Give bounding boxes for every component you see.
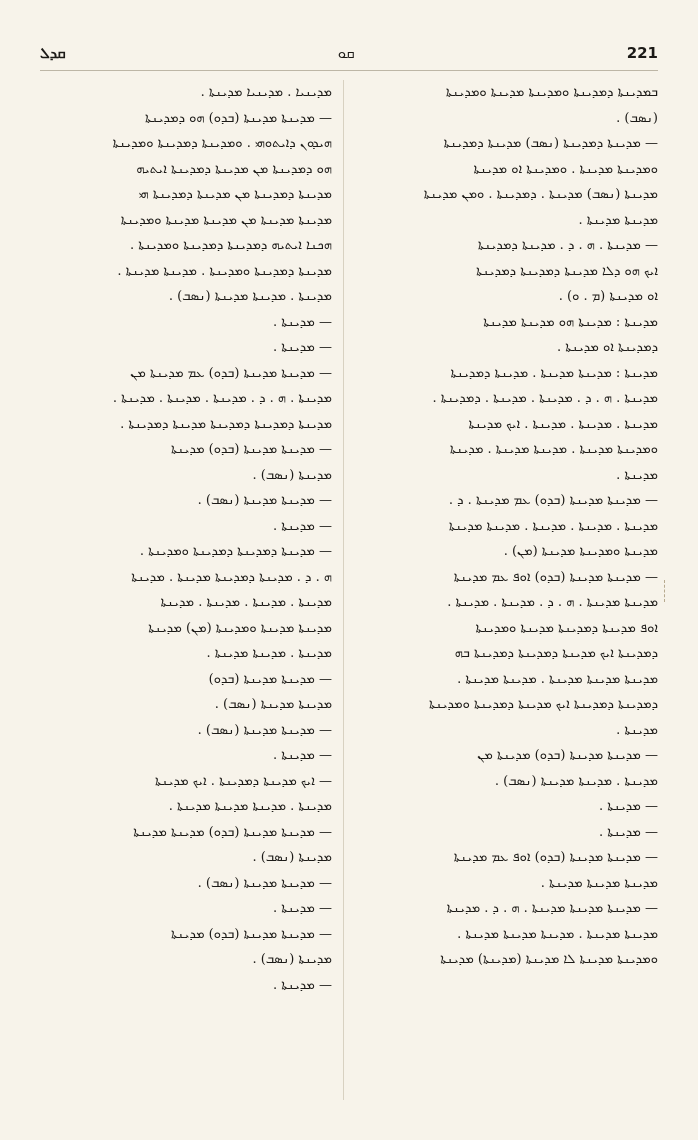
- margin-mark: [664, 580, 667, 602]
- text-line: ܡܕܝܢܬܐ (ܢܣܒ) .: [252, 952, 332, 967]
- text-line: ܡܕܝܢܬܐ : ܡܕܝܢܬܐ ܗܘ ܡܕܝܢܬܐ ܡܕܝܢܬܐ: [483, 314, 658, 330]
- text-line: ܗܘ ܕܡܕܝܢܬܐ ܡܢ ܡܕܝܢܬܐ ܕܡܕܝܢܬܐ ܐܝܬܝܗ: [136, 161, 332, 177]
- running-head-center: ܩܘ: [337, 44, 355, 62]
- text-line: ܡܕܝܢܬܐ .: [616, 722, 658, 738]
- text-line: — ܡܕܝܢܬܐ .: [273, 748, 332, 763]
- text-line: ܗܟܢܐ ܐܝܬܝܗ ܕܡܕܝܢܬܐ ܕܡܕܝܢܬܐ ܘܡܕܝܢܬܐ .: [130, 238, 332, 253]
- text-line: ܡܕܝܢܬܐ (ܢܣܒ) .: [252, 850, 332, 865]
- text-line: ܡܕܝܢܬܐ ܡܕܝܢܬܐ .: [578, 212, 658, 228]
- text-line: — ܡܕܝܢܬܐ ܡܕܝܢܬܐ (ܢܣܒ) .: [197, 875, 332, 891]
- text-line: — ܡܕܝܢܬܐ ܡܕܝܢܬܐ (ܒܕܘ) ܡܕܝܢܬܐ ܡܕܝܢܬܐ: [133, 824, 332, 840]
- text-line: ܡܕܝܢܬܐ . ܡܕܝܢܬܐ ܡܕܝܢܬܐ ܡܕܝܢܬܐ .: [168, 799, 332, 814]
- text-line: ܗܝܕܘܢ ܕܐܝܬܘܗܝ . ܘܡܕܝܢܬܐ ܕܡܕܝܢܬܐ ܘܡܕܝܢܬܐ: [112, 136, 332, 151]
- text-line: ܕܡܕܝܢܬܐ ܐܝܟ ܡܕܝܢܬܐ ܕܡܕܝܢܬܐ ܕܡܕܝܢܬܐ ܒܗ: [454, 646, 658, 661]
- text-line: ܡܕܝܢܬܐ ܡܕܝܢܬܐ ܡܢ ܡܕܝܢܬܐ ܡܕܝܢܬܐ ܘܡܕܝܢܬܐ: [120, 212, 332, 228]
- text-line: — ܡܕܝܢܬܐ ܕܡܕܝܢܬܐ (ܢܣܒ) ܡܕܝܢܬܐ ܕܡܕܝܢܬܐ: [443, 136, 658, 151]
- text-line: ܡܕܝܢܬܐ . ܗ . ܕ . ܡܕܝܢܬܐ . ܡܕܝܢܬܐ . ܡܕܝܢܬܐ .: [112, 391, 332, 406]
- text-line: — ܡܕܝܢܬܐ ܡܕܝܢܬܐ (ܒܕܘ) ܥܡ ܡܕܝܢܬܐ . ܕ .: [448, 493, 658, 508]
- text-line: ܡܕܝܢܬܐ ܕܡܕܝܢܬܐ ܕܡܕܝܢܬܐ ܡܕܝܢܬܐ ܕܡܕܝܢܬܐ .: [120, 416, 332, 432]
- text-line: ܡܕܝܢܝܐ . ܡܕܝܢܝܐ ܡܕܝܢܬܐ .: [200, 85, 332, 100]
- left-column: [40, 80, 344, 1100]
- text-line: ܡܕܝܢܬܐ ܕܡܕܝܢܬܐ ܡܢ ܡܕܝܢܬܐ ܕܡܕܝܢܬܐ ܗܝ: [138, 187, 332, 202]
- text-line: — ܡܕܝܢܬܐ .: [273, 901, 332, 916]
- text-line: ܡܕܝܢܬܐ . ܗ . ܕ . ܡܕܝܢܬܐ . ܡܕܝܢܬܐ . ܕܡܕܝܢܬܐ .: [432, 391, 658, 406]
- text-line: — ܡܕܝܢܬܐ ܡܕܝܢܬܐ (ܒܕܘ) ܐܘܦ ܥܡ ܡܕܝܢܬܐ: [453, 569, 658, 585]
- text-line: ܗ . ܕ . ܡܕܝܢܬܐ ܕܡܕܝܢܬܐ ܡܕܝܢܬܐ . ܡܕܝܢܬܐ: [131, 569, 332, 585]
- text-line: — ܡܕܝܢܬܐ ܡܕܝܢܬܐ (ܒܕܘ) ܡܕܝܢܬܐ: [170, 926, 332, 942]
- text-line: ܡܕܝܢܬܐ ܘܡܕܝܢܬܐ ܡܕܝܢܬܐ (ܡܢ) .: [503, 544, 658, 559]
- text-line: ܡܕܝܢܬܐ : ܡܕܝܢܬܐ ܡܕܝܢܬܐ . ܡܕܝܢܬܐ ܕܡܕܝܢܬܐ: [450, 365, 658, 381]
- text-line: ܡܕܝܢܬܐ ܡܕܝܢܬܐ ܘܡܕܝܢܬܐ (ܡܢ) ܡܕܝܢܬܐ: [148, 620, 332, 636]
- text-line: — ܡܕܝܢܬܐ ܡܕܝܢܬܐ (ܒܕܘ) ܗܘ ܕܡܕܝܢܬܐ: [145, 110, 332, 126]
- text-line: ܐܘ ܡܕܝܢܬܐ (ܡ . ܘ) .: [558, 289, 658, 304]
- text-line: — ܡܕܝܢܬܐ .: [273, 977, 332, 993]
- text-line: ܡܕܝܢܬܐ . ܡܕܝܢܬܐ ܡܕܝܢܬܐ (ܢܣܒ) .: [168, 289, 332, 304]
- page-number: 221: [626, 44, 658, 62]
- text-line: ܡܕܝܢܬܐ .: [616, 467, 658, 483]
- text-line: ܡܕܝܢܬܐ ܡܕܝܢܬܐ (ܢܣܒ) .: [214, 697, 332, 712]
- text-line: ܡܕܝܢܬܐ ܕܡܕܝܢܬܐ ܘܡܕܝܢܬܐ . ܡܕܝܢܬܐ ܡܕܝܢܬܐ .: [117, 263, 332, 279]
- text-line: (ܢܣܒ) .: [616, 110, 658, 126]
- text-line: ܡܕܝܢܬܐ ܡܕܝܢܬܐ . ܗ . ܕ . ܡܕܝܢܬܐ . ܡܕܝܢܬܐ .: [447, 595, 658, 610]
- text-line: ܡܕܝܢܬܐ (ܢܣܒ) .: [252, 467, 332, 483]
- text-line: — ܡܕܝܢܬܐ ܡܕܝܢܬܐ (ܒܕܘ): [208, 671, 332, 687]
- text-line: ܡܕܝܢܬܐ . ܡܕܝܢܬܐ . ܡܕܝܢܬܐ . ܐܝܟ ܡܕܝܢܬܐ: [468, 416, 658, 432]
- text-line: ܒܡܕܝܢܬܐ ܕܡܕܝܢܬܐ ܘܡܕܝܢܬܐ ܡܕܝܢܬܐ ܘܡܕܝܢܬܐ: [445, 85, 658, 100]
- text-line: — ܡܕܝܢܬܐ ܡܕܝܢܬܐ (ܢܣܒ) .: [197, 722, 332, 738]
- text-columns: [40, 80, 658, 1100]
- right-column: [366, 80, 658, 1100]
- text-line: — ܡܕܝܢܬܐ .: [599, 799, 658, 814]
- text-line: — ܡܕܝܢܬܐ ܡܕܝܢܬܐ (ܢܣܒ) .: [197, 493, 332, 508]
- text-line: — ܡܕܝܢܬܐ ܡܕܝܢܬܐ (ܒܕܘ) ܐܘܦ ܥܡ ܡܕܝܢܬܐ: [453, 850, 658, 865]
- text-line: ܡܕܝܢܬܐ (ܢܣܒ) ܡܕܝܢܬܐ . ܕܡܕܝܢܬܐ . ܘܡܢ ܡܕܝܢܬܐ: [423, 187, 658, 202]
- text-line: — ܡܕܝܢܬܐ ܡܕܝܢܬܐ (ܒܕܘ) ܥܡ ܡܕܝܢܬܐ ܡܢ: [130, 365, 332, 381]
- text-line: ܡܕܝܢܬܐ . ܡܕܝܢܬܐ . ܡܕܝܢܬܐ . ܡܕܝܢܬܐ ܡܕܝܢܬܐ: [448, 518, 658, 534]
- text-line: ܐܝܟ ܗܘ ܕܠܐ ܡܕܝܢܬܐ ܕܡܕܝܢܬܐ ܕܡܕܝܢܬܐ: [476, 263, 658, 279]
- text-line: ܡܕܝܢܬܐ ܡܕܝܢܬܐ ܡܕܝܢܬܐ .: [540, 875, 658, 891]
- text-line: ܕܡܕܝܢܬܐ ܐܘ ܡܕܝܢܬܐ .: [557, 340, 658, 355]
- text-line: — ܡܕܝܢܬܐ .: [273, 340, 332, 355]
- text-line: — ܡܕܝܢܬܐ .: [273, 314, 332, 330]
- text-line: ܕܡܕܝܢܬܐ ܕܡܕܝܢܬܐ ܐܝܟ ܡܕܝܢܬܐ ܕܡܕܝܢܬܐ ܘܡܕܝܢܬܐ: [429, 697, 658, 712]
- text-line: — ܡܕܝܢܬܐ .: [273, 518, 332, 534]
- text-line: ܡܕܝܢܬܐ . ܡܕܝܢܬܐ . ܡܕܝܢܬܐ . ܡܕܝܢܬܐ: [160, 595, 332, 610]
- text-line: ܐܘܦ ܡܕܝܢܬܐ ܕܡܕܝܢܬܐ ܡܕܝܢܬܐ ܘܡܕܝܢܬܐ: [475, 620, 658, 636]
- text-line: ܡܕܝܢܬܐ . ܡܕܝܢܬܐ ܡܕܝܢܬܐ .: [206, 646, 332, 661]
- text-line: ܘܡܕܝܢܬܐ ܡܕܝܢܬܐ . ܘܡܕܝܢܬܐ ܐܘ ܡܕܝܢܬܐ: [473, 161, 658, 177]
- text-line: ܘܡܕܝܢܬܐ ܡܕܝܢܬܐ . ܡܕܝܢܬܐ ܡܕܝܢܬܐ . ܡܕܝܢܬܐ: [449, 442, 658, 457]
- page-header: [40, 40, 658, 71]
- text-line: — ܡܕܝܢܬܐ ܡܕܝܢܬܐ ܡܕܝܢܬܐ . ܗ . ܕ . ܡܕܝܢܬܐ: [446, 901, 658, 916]
- text-line: — ܐܝܟ ܡܕܝܢܬܐ ܕܡܕܝܢܬܐ . ܐܝܟ ܡܕܝܢܬܐ: [155, 773, 332, 789]
- text-line: — ܡܕܝܢܬܐ .: [599, 824, 658, 840]
- text-line: — ܡܕܝܢܬܐ ܕܡܕܝܢܬܐ ܕܡܕܝܢܬܐ ܘܡܕܝܢܬܐ .: [139, 544, 332, 559]
- running-head-left: ܩܕܠ: [40, 44, 66, 62]
- text-line: ܡܕܝܢܬܐ ܡܕܝܢܬܐ . ܡܕܝܢܬܐ ܡܕܝܢܬܐ ܡܕܝܢܬܐ .: [457, 926, 658, 942]
- text-line: — ܡܕܝܢܬܐ ܡܕܝܢܬܐ (ܒܕܘ) ܡܕܝܢܬܐ: [170, 442, 332, 457]
- text-line: — ܡܕܝܢܬܐ ܡܕܝܢܬܐ (ܒܕܘ) ܡܕܝܢܬܐ ܡܢ: [477, 748, 658, 763]
- text-line: ܡܕܝܢܬܐ . ܡܕܝܢܬܐ ܡܕܝܢܬܐ (ܢܣܒ) .: [494, 773, 658, 789]
- text-line: ܘܡܕܝܢܬܐ ܡܕܝܢܬܐ ܠܐ ܡܕܝܢܬܐ (ܡܕܝܢܬܐ) ܡܕܝܢܬܐ: [440, 952, 658, 967]
- text-line: — ܡܕܝܢܬܐ . ܗ . ܕ . ܡܕܝܢܬܐ ܕܡܕܝܢܬܐ: [477, 238, 658, 253]
- text-line: ܡܕܝܢܬܐ ܡܕܝܢܬܐ ܡܕܝܢܬܐ . ܡܕܝܢܬܐ ܡܕܝܢܬܐ .: [457, 671, 658, 687]
